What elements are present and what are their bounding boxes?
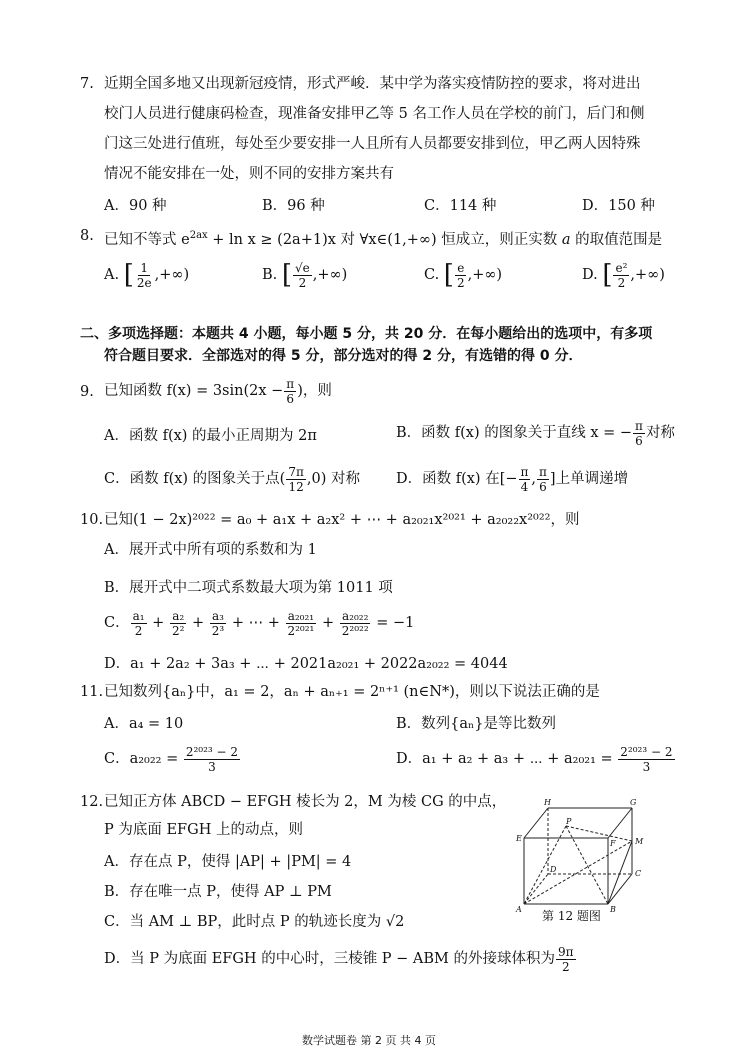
q7-option-b: B．96 种 (262, 198, 325, 214)
q10-option-c: C． $\frac{\text{a₁}}{2}$ + $\frac{\text{a₂}}{\text{2²}}$ + $\frac{\text{a₃}}{\text{2³}}$ + ⋯ + $\frac{\text{a₂₀₂₁}}{\text{2²⁰²¹}}$ + $\frac{\text{a₂₀₂₂}}{\text{2²⁰²²}}$ = −1 (104, 608, 415, 638)
q12-option-a: A．存在点 P，使得 |AP| + |PM| = 4 (104, 854, 352, 870)
q12-line-2: P 为底面 EFGH 上的动点，则 (104, 822, 303, 838)
q8-option-d: D. [ $\frac{\text{e²}}{2}$ ,+∞) (582, 260, 665, 290)
q9-option-a: A．函数 f(x) 的最小正周期为 2π (104, 428, 317, 444)
q12-option-c: C．当 AM ⊥ BP，此时点 P 的轨迹长度为 √2 (104, 914, 405, 930)
q7-option-c: C．114 种 (424, 198, 497, 214)
q7-line-3: 门这三处进行值班，每处至少要安排一人且所有人员都要安排到位，甲乙两人因特殊 (104, 136, 641, 152)
q11-option-a: A．a₄ = 10 (104, 716, 184, 732)
q10-stem: 已知(1 − 2x)²⁰²² = a₀ + a₁x + a₂x² + ⋯ + a₂₀₂₁x²⁰²¹ + a₂₀₂₂x²⁰²²，则 (104, 512, 580, 528)
q11-stem: 已知数列{aₙ}中，a₁ = 2，aₙ + aₙ₊₁ = 2ⁿ⁺¹ (n∈N*)，则以下说法正确的是 (104, 684, 600, 700)
figure-caption: 第 12 题图 (542, 909, 601, 923)
q11-option-d: D．a₁ + a₂ + a₃ + ⋯ + a₂₀₂₁ = $\frac{\text{2²⁰²³ − 2}}{3}$ (396, 744, 673, 774)
section-2-heading: 二、多项选择题：本题共 4 小题，每小题 5 分，共 20 分．在每小题给出的选项中，有多项 (80, 326, 653, 342)
section-2-heading-line-2: 符合题目要求．全部选对的得 5 分，部分选对的得 2 分，有选错的得 0 分． (104, 348, 583, 364)
q12-option-b: B．存在唯一点 P，使得 AP ⊥ PM (104, 884, 332, 900)
label-B: B (610, 905, 616, 914)
q12-option-d: D．当 P 为底面 EFGH 的中心时，三棱锥 P − ABM 的外接球体积为 $\frac{9\pi}{2}$ (104, 944, 574, 974)
label-F: F (610, 839, 616, 848)
label-G: G (630, 798, 637, 807)
q9-option-d: D．函数 f(x) 在[− $\frac{\pi}{4}$ , $\frac{\pi}{6}$ ]上单调递增 (396, 464, 629, 494)
q12-line-1: 已知正方体 ABCD − EFGH 棱长为 2，M 为棱 CG 的中点， (104, 794, 507, 810)
q8-option-b: B. [ $\frac{√e}{2}$ ,+∞) (262, 260, 348, 290)
q8-option-c: C. [ $\frac{e}{2}$ ,+∞) (424, 260, 503, 290)
q9-number: 9. (80, 384, 94, 400)
q7-line-4: 情况不能安排在一处，则不同的安排方案共有 (104, 166, 394, 182)
q7-line-2: 校门人员进行健康码检查，现准备安排甲乙等 5 名工作人员在学校的前门，后门和侧 (104, 106, 645, 122)
q7-line-1: 近期全国多地又出现新冠疫情，形式严峻．某中学为落实疫情防控的要求，将对进出 (104, 76, 641, 92)
q8-stem: 已知不等式 $e^{2ax} + \ln x \ge (2a+1)x$ 对 ∀x∈(1,+∞) 恒成立，则正实数 a 的取值范围是 (104, 230, 663, 248)
q11-option-c: C．a₂₀₂₂ = $\frac{\text{2²⁰²³ − 2}}{3}$ (104, 744, 239, 774)
q7-option-a: A．90 种 (104, 198, 167, 214)
label-P: P (566, 817, 572, 826)
label-C: C (635, 869, 642, 878)
q7-option-d: D．150 种 (582, 198, 655, 214)
q9-option-c: C．函数 f(x) 的图象关于点( $\frac{7\pi}{12}$ ,0) 对称 (104, 464, 360, 494)
q10-number: 10. (80, 512, 104, 528)
q11-number: 11. (80, 684, 104, 700)
label-M: M (635, 837, 644, 846)
q10-option-b: B．展开式中二项式系数最大项为第 1011 项 (104, 580, 393, 596)
page-footer: 数学试题卷 第 2 页 共 4 页 (302, 1034, 436, 1047)
q8-option-a: A. [ $\frac{1}{2e}$ ,+∞) (104, 260, 190, 290)
label-A: A (516, 905, 522, 914)
q9-option-b: B．函数 f(x) 的图象关于直线 x = − $\frac{\pi}{6}$ 对称 (396, 418, 675, 448)
q8-number: 8. (80, 228, 94, 244)
label-E: E (516, 834, 522, 843)
label-H: H (544, 798, 551, 807)
label-D: D (550, 865, 557, 874)
q7-number: 7. (80, 76, 94, 92)
q10-option-d: D．a₁ + 2a₂ + 3a₃ + ⋯ + 2021a₂₀₂₁ + 2022a₂₀₂₂ = 4044 (104, 656, 508, 672)
q10-option-a: A．展开式中所有项的系数和为 1 (104, 542, 317, 558)
cube-figure (508, 796, 658, 924)
q12-number: 12. (80, 794, 104, 810)
q9-stem: 已知函数 f(x) = 3sin(2x − $\frac{\pi}{6}$ )，则 (104, 376, 332, 406)
q11-option-b: B．数列{aₙ}是等比数列 (396, 716, 557, 732)
